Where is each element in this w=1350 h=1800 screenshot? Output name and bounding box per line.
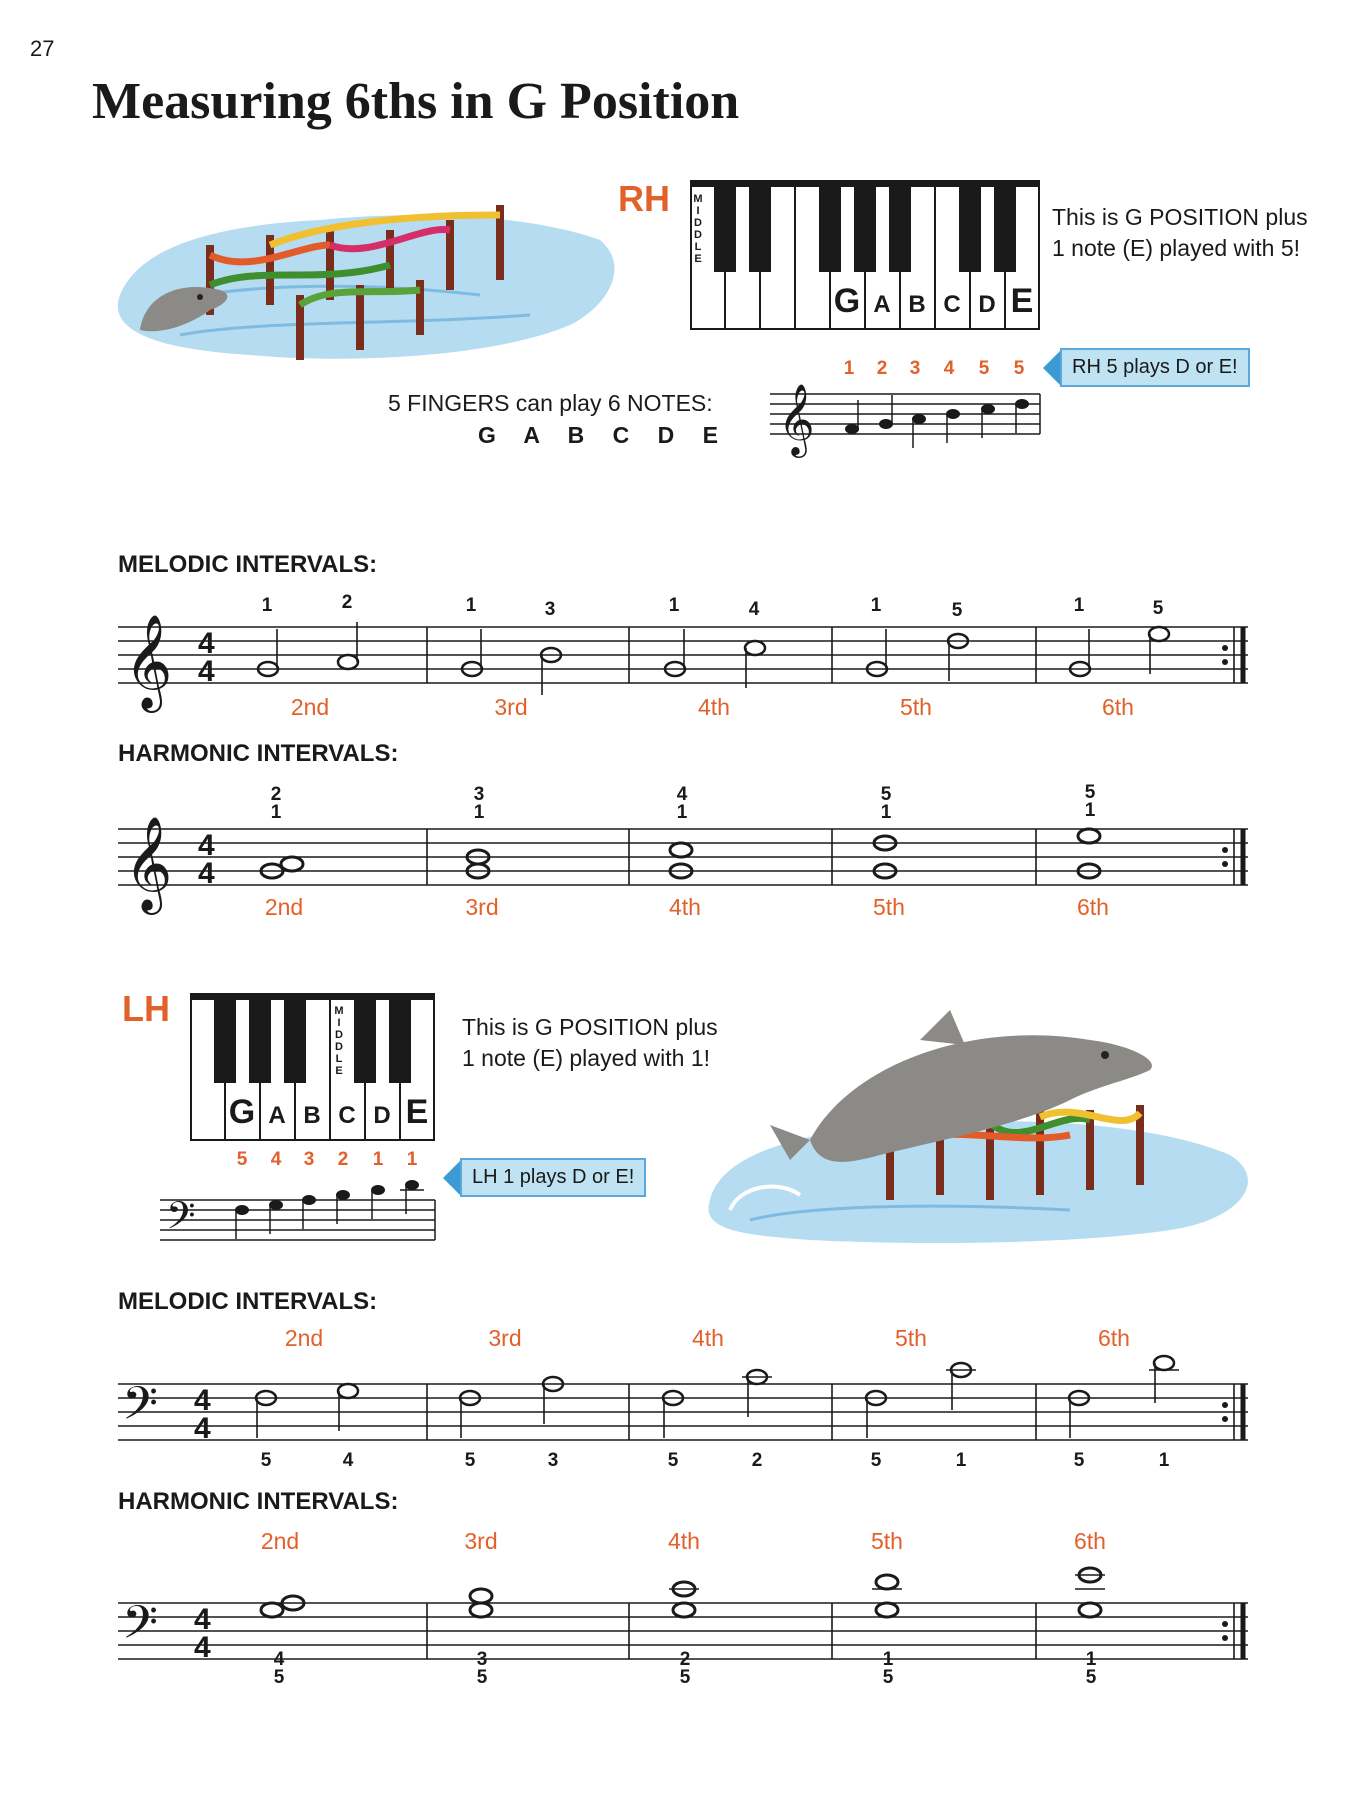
time-signature-bottom: 4 [194, 1412, 211, 1445]
finger-number: 1 [1073, 595, 1085, 616]
page-number: 27 [30, 36, 55, 61]
rh-middle-label-letter: L [694, 241, 702, 253]
time-signature-bottom: 4 [194, 1631, 211, 1664]
rh-description: This is G POSITION plus 1 note (E) played with 5! [1052, 204, 1308, 261]
notes-text: G A B C D E [478, 422, 729, 448]
finger-number: 1 [270, 802, 282, 823]
lh-key-g: G [228, 1093, 256, 1131]
rh-middle-label-letter: D [694, 229, 702, 241]
finger-number: 1 [1158, 1450, 1170, 1468]
finger-number: 5 [1073, 1450, 1085, 1468]
rh-key-a: A [873, 291, 891, 318]
finger-number: 1 [882, 1649, 894, 1670]
rh-key-g: G [833, 282, 861, 320]
rh-finger: 5 [1013, 358, 1025, 379]
lh-finger: 1 [406, 1149, 418, 1170]
lh-middle-label-letter: M [334, 1005, 344, 1017]
finger-number: 1 [1085, 1649, 1097, 1670]
rh-finger-numbers [770, 352, 1050, 382]
finger-number: 5 [679, 1667, 691, 1688]
rh-finger: 2 [876, 358, 888, 379]
interval-label: 3rd [464, 1528, 498, 1554]
treble-clef-icon: 𝄞 [778, 382, 815, 455]
interval-label: 6th [1098, 1325, 1130, 1351]
treble-clef-icon: 𝄞 [124, 816, 173, 911]
treble-harmonic-heading: HARMONIC INTERVALS: [118, 740, 399, 767]
time-signature-bottom: 4 [198, 857, 215, 890]
finger-number: 1 [676, 802, 688, 823]
rh-middle-label-letter: E [694, 253, 702, 265]
interval-label: 5th [900, 694, 932, 720]
rh-note-staff [770, 382, 1045, 472]
interval-label: 2nd [290, 694, 330, 720]
time-signature-bottom: 4 [198, 655, 215, 688]
rh-finger: 4 [943, 358, 955, 379]
interval-label: 3rd [494, 694, 528, 720]
rh-key-d: D [978, 291, 996, 318]
finger-number: 5 [870, 1450, 882, 1468]
finger-number: 3 [544, 599, 556, 620]
rh-middle-label-letter: I [696, 205, 700, 217]
finger-number: 5 [1084, 782, 1096, 803]
finger-number: 2 [341, 592, 353, 613]
treble-harmonic-staff [118, 775, 1253, 925]
finger-number: 5 [1085, 1667, 1097, 1688]
lh-key-b: B [303, 1102, 321, 1129]
finger-number: 5 [882, 1667, 894, 1688]
treble-melodic-heading: MELODIC INTERVALS: [118, 551, 378, 578]
treble-melodic-staff [118, 585, 1253, 720]
interval-label: 5th [873, 894, 905, 920]
lh-finger: 5 [236, 1149, 248, 1170]
bass-harmonic-heading: HARMONIC INTERVALS: [118, 1488, 399, 1515]
lh-finger: 3 [303, 1149, 315, 1170]
rh-label: RH [618, 178, 670, 219]
interval-label: 5th [895, 1325, 927, 1351]
rh-middle-label-letter: M [693, 193, 703, 205]
lh-middle-label-letter: I [337, 1017, 341, 1029]
lh-finger-numbers [220, 1145, 430, 1173]
rh-keyboard [690, 180, 1040, 330]
finger-number: 3 [473, 784, 485, 805]
bass-clef-icon: 𝄢 [166, 1193, 196, 1247]
rh-callout: RH 5 plays D or E! [1060, 348, 1250, 387]
bass-clef-icon: 𝄢 [122, 1596, 159, 1661]
finger-number: 1 [668, 595, 680, 616]
finger-number: 1 [261, 595, 273, 616]
finger-number: 3 [476, 1649, 488, 1670]
finger-number: 2 [751, 1450, 763, 1468]
finger-number: 4 [342, 1450, 354, 1468]
finger-number: 5 [273, 1667, 285, 1688]
interval-label: 6th [1074, 1528, 1106, 1554]
lh-note-staff [160, 1170, 440, 1260]
bass-harmonic-staff [118, 1523, 1253, 1698]
lh-key-d: D [373, 1102, 391, 1129]
lh-key-a: A [268, 1102, 286, 1129]
interval-label: 3rd [488, 1325, 522, 1351]
lh-middle-label-letter: D [335, 1041, 343, 1053]
finger-number: 1 [955, 1450, 967, 1468]
lh-key-c: C [338, 1102, 356, 1129]
finger-number: 3 [547, 1450, 559, 1468]
lh-label: LH [122, 988, 170, 1029]
rh-key-c: C [943, 291, 961, 318]
rh-key-b: B [908, 291, 926, 318]
finger-number: 2 [679, 1649, 691, 1670]
time-signature-top: 4 [194, 1603, 211, 1636]
bass-clef-icon: 𝄢 [122, 1377, 159, 1442]
finger-number: 5 [260, 1450, 272, 1468]
finger-number: 5 [880, 784, 892, 805]
finger-number: 4 [676, 784, 688, 805]
jumping-dolphin-illustration [690, 1005, 1260, 1245]
rh-finger: 3 [909, 358, 921, 379]
dolphin-ribbons-illustration [100, 185, 620, 375]
rh-key-e: E [1010, 282, 1034, 320]
treble-clef-icon: 𝄞 [124, 614, 173, 709]
finger-number: 4 [748, 599, 760, 620]
bass-melodic-heading: MELODIC INTERVALS: [118, 1288, 378, 1315]
rh-middle-label-letter: D [694, 217, 702, 229]
rh-finger: 5 [978, 358, 990, 379]
lh-keyboard [190, 993, 435, 1143]
interval-label: 4th [692, 1325, 724, 1351]
interval-label: 2nd [264, 894, 304, 920]
lh-finger: 2 [337, 1149, 349, 1170]
lh-description: This is G POSITION plus 1 note (E) played with 1! [462, 1014, 718, 1071]
finger-number: 1 [465, 595, 477, 616]
finger-number: 4 [273, 1649, 285, 1670]
lh-finger: 1 [372, 1149, 384, 1170]
lh-finger: 4 [270, 1149, 282, 1170]
finger-number: 5 [476, 1667, 488, 1688]
interval-label: 2nd [284, 1325, 324, 1351]
lh-key-e: E [405, 1093, 429, 1131]
interval-label: 4th [669, 894, 701, 920]
lh-middle-label-letter: L [335, 1053, 343, 1065]
finger-number: 2 [270, 784, 282, 805]
finger-number: 1 [870, 595, 882, 616]
lh-middle-label-letter: E [335, 1065, 343, 1077]
finger-number: 5 [1152, 598, 1164, 619]
finger-number: 5 [951, 600, 963, 621]
interval-label: 3rd [465, 894, 499, 920]
interval-label: 4th [668, 1528, 700, 1554]
rh-finger: 1 [843, 358, 855, 379]
time-signature-top: 4 [198, 829, 215, 862]
interval-label: 2nd [260, 1528, 300, 1554]
five-fingers-text: 5 FINGERS can play 6 NOTES: [388, 390, 713, 416]
time-signature-top: 4 [198, 627, 215, 660]
interval-label: 5th [871, 1528, 903, 1554]
finger-number: 1 [473, 802, 485, 823]
interval-label: 4th [698, 694, 730, 720]
interval-label: 6th [1102, 694, 1134, 720]
lh-callout: LH 1 plays D or E! [460, 1158, 646, 1197]
finger-number: 1 [1084, 800, 1096, 821]
lh-middle-label-letter: D [335, 1029, 343, 1041]
interval-label: 6th [1077, 894, 1109, 920]
page-title: Measuring 6ths in G Position [92, 73, 740, 130]
finger-number: 1 [880, 802, 892, 823]
finger-number: 5 [464, 1450, 476, 1468]
time-signature-top: 4 [194, 1384, 211, 1417]
bass-melodic-staff [118, 1318, 1253, 1468]
finger-number: 5 [667, 1450, 679, 1468]
